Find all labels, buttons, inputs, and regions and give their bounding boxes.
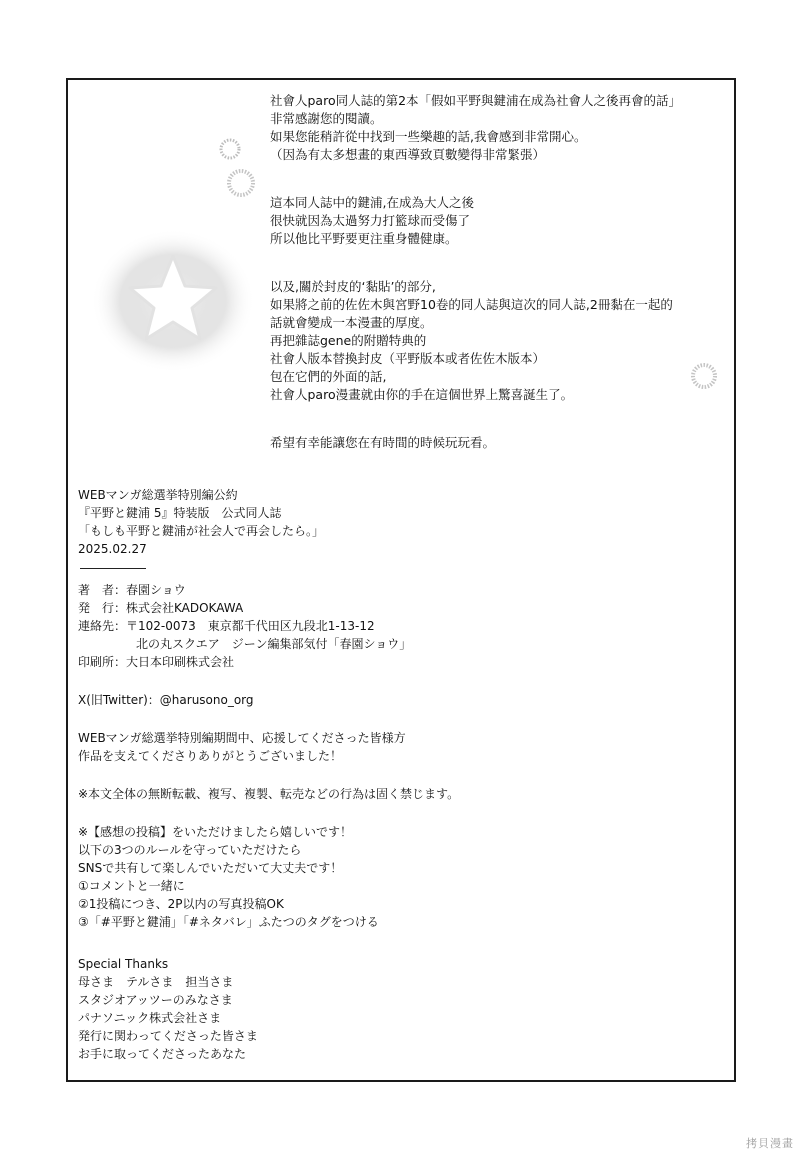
special-thanks-line: パナソニック株式会社さま <box>78 1011 222 1025</box>
note-line: 社會人版本替換封皮（平野版本或者佐佐木版本） <box>270 351 546 366</box>
note-line: 很快就因為太過努力打籃球而受傷了 <box>270 213 471 228</box>
site-watermark: 拷貝漫畫 <box>746 1137 794 1150</box>
note-line: 這本同人誌中的鍵浦,在成為大人之後 <box>270 195 474 210</box>
post-rule-line: SNSで共有して楽しんでいただいて大丈夫です！ <box>78 861 343 875</box>
note-line: 社會人paro同人誌的第2本「假如平野與鍵浦在成為社會人之後再會的話」 <box>270 93 682 108</box>
note-line: 如果您能稍許從中找到一些樂趣的話,我會感到非常開心。 <box>270 129 587 144</box>
colophon-title-line: 「もしも平野と鍵浦が社会人で再会したら。」 <box>78 524 325 538</box>
note-line: 所以他比平野要更注重身體健康。 <box>270 231 458 246</box>
special-thanks-line: お手に取ってくださったあなた <box>78 1047 247 1061</box>
note-line: 非常感謝您的閱讀。 <box>270 111 383 126</box>
post-rule-line: ③「#平野と鍵浦」「#ネタバレ」ふたつのタグをつける <box>78 915 379 929</box>
contact-address-2: 北の丸スクエア ジーン編集部気付「春園ショウ」 <box>136 637 412 651</box>
colophon-title-line: 『平野と鍵浦 5』特装版 公式同人誌 <box>78 506 282 520</box>
note-line: 以及,關於封皮的‘黏貼’的部分, <box>270 279 436 294</box>
post-rule-line: 以下の3つのルールを守っていただけたら <box>78 843 302 857</box>
divider <box>80 568 146 569</box>
special-thanks-line: 発行に関わってくださった皆さま <box>78 1029 258 1043</box>
author-credit: 著 者：春園ショウ <box>78 583 186 597</box>
note-line: 希望有幸能讓您在有時間的時候玩玩看。 <box>270 435 496 450</box>
special-thanks-line: 母さま テルさま 担当さま <box>78 975 234 989</box>
post-rule-line: ①コメントと一緒に <box>78 879 185 893</box>
thanks-line: WEBマンガ総選挙特別編期間中、応援してくださった皆様方 <box>78 731 406 745</box>
sparkle-icon <box>219 138 241 160</box>
colophon-title-line: WEBマンガ総選挙特別編公約 <box>78 488 238 502</box>
note-line: 社會人paro漫畫就由你的手在這個世界上驚喜誕生了。 <box>270 387 574 402</box>
note-line: 如果將之前的佐佐木與宮野10卷的同人誌與這次的同人誌,2冊黏在一起的 <box>270 297 673 312</box>
note-line: 話就會變成一本漫畫的厚度。 <box>270 315 433 330</box>
afterword-note <box>270 92 730 452</box>
note-line: （因為有太多想畫的東西導致頁數變得非常緊張） <box>270 147 546 162</box>
special-thanks-title: Special Thanks <box>78 957 169 971</box>
star-decoration-icon <box>88 226 258 376</box>
post-rule-line: ②1投稿につき、2P以内の写真投稿OK <box>78 897 284 911</box>
social-handle: X(旧Twitter)：@harusono_org <box>78 693 254 707</box>
publisher-credit: 発 行：株式会社KADOKAWA <box>78 601 244 615</box>
special-thanks-line: スタジオアッツーのみなさま <box>78 993 233 1007</box>
contact-address: 連絡先：〒102-0073 東京都千代田区九段北1-13-12 <box>78 619 375 633</box>
note-line: 包在它們的外面的話, <box>270 369 387 384</box>
thanks-line: 作品を支えてくださりありがとうございました！ <box>78 749 343 763</box>
colophon <box>78 486 718 1063</box>
sparkle-icon <box>226 168 256 198</box>
printer-credit: 印刷所：大日本印刷株式会社 <box>78 655 235 669</box>
note-line: 再把雜誌gene的附贈特典的 <box>270 333 427 348</box>
prohibition-notice: ※本文全体の無断転載、複写、複製、転売などの行為は固く禁じます。 <box>78 787 460 801</box>
post-rule-line: ※【感想の投稿】をいただけましたら嬉しいです！ <box>78 825 353 839</box>
publication-date: 2025.02.27 <box>78 542 147 556</box>
